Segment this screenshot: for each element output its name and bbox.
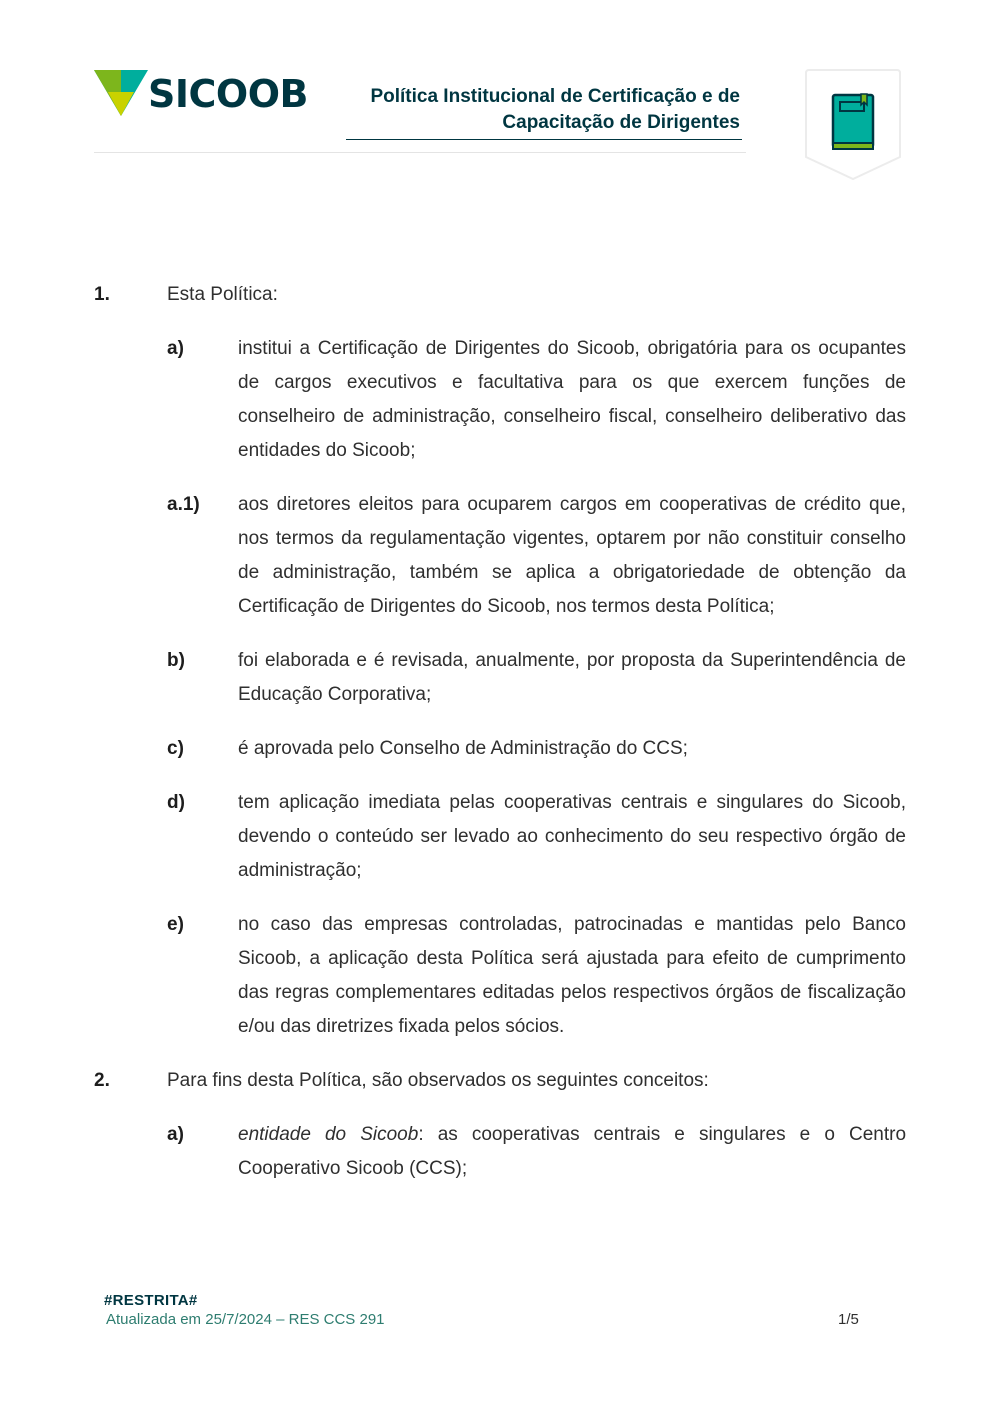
clause-text: institui a Certificação de Dirigentes do Sicoob, obrigatória para os ocupantes de cargos executivos e facultativa para os que exercem funções de conselheiro de administração, conselheiro fiscal, conselheiro deliberativo das entidades do Sicoob; xyxy=(238,338,906,461)
clause-text xyxy=(238,1118,906,1186)
policy-content xyxy=(94,278,906,1186)
document-title-line2: Capacitação de Dirigentes xyxy=(502,112,740,133)
section-2 xyxy=(94,1064,906,1098)
clause-1d xyxy=(167,786,906,888)
clause-1b xyxy=(167,644,906,712)
sicoob-wordmark: SICOOB xyxy=(148,72,308,116)
clause-number: a) xyxy=(167,338,184,359)
clause-1c xyxy=(167,732,906,766)
sicoob-logo-icon xyxy=(94,68,148,120)
sicoob-logo xyxy=(94,68,314,120)
clause-1a1 xyxy=(167,488,906,624)
clause-text: é aprovada pelo Conselho de Administração do CCS; xyxy=(238,738,688,759)
page-number: 1/5 xyxy=(838,1311,859,1328)
section-text: Esta Política: xyxy=(167,284,278,305)
updated-date: Atualizada em 25/7/2024 – RES CCS 291 xyxy=(106,1311,385,1328)
clause-text: aos diretores eleitos para ocuparem cargos em cooperativas de crédito que, nos termos da regulamentação vigentes, optarem por não constituir conselho de administração, também se aplica a obrigatoriedade de obtenção da Certificação de Dirigentes do Sicoob, nos termos desta Política; xyxy=(238,494,906,617)
book-badge-icon xyxy=(803,69,903,181)
header-divider xyxy=(94,152,746,153)
section-number: 2. xyxy=(94,1070,110,1091)
clause-1e xyxy=(167,908,906,1044)
definition-text: : as cooperativas centrais e singulares e o Centro Cooperativo Sicoob (CCS); xyxy=(238,1124,907,1179)
defined-term: entidade do Sicoob xyxy=(238,1124,419,1145)
clause-2a xyxy=(167,1118,906,1186)
section-number: 1. xyxy=(94,284,110,305)
classification-label: #RESTRITA# xyxy=(104,1292,198,1309)
clause-number: a.1) xyxy=(167,494,200,515)
clause-text: tem aplicação imediata pelas cooperativas centrais e singulares do Sicoob, devendo o conteúdo ser levado ao conhecimento do seu respectivo órgão de administração; xyxy=(238,792,906,881)
document-title-line1: Política Institucional de Certificação e de xyxy=(370,86,740,107)
clause-text: no caso das empresas controladas, patrocinadas e mantidas pelo Banco Sicoob, a aplicação desta Política será ajustada para efeito de cumprimento das regras complementares editadas pelos respectivos órgãos de fiscalização e/ou das diretrizes fixada pelos sócios. xyxy=(238,914,906,1037)
clause-1a xyxy=(167,332,906,468)
section-1 xyxy=(94,278,906,312)
clause-text: foi elaborada e é revisada, anualmente, por proposta da Superintendência de Educação Corporativa; xyxy=(238,650,906,705)
clause-number: b) xyxy=(167,650,185,671)
clause-number: a) xyxy=(167,1124,184,1145)
section-text: Para fins desta Política, são observados os seguintes conceitos: xyxy=(167,1070,709,1091)
document-title xyxy=(346,84,740,136)
clause-number: e) xyxy=(167,914,184,935)
clause-number: c) xyxy=(167,738,184,759)
header-rule xyxy=(346,139,742,140)
clause-number: d) xyxy=(167,792,185,813)
